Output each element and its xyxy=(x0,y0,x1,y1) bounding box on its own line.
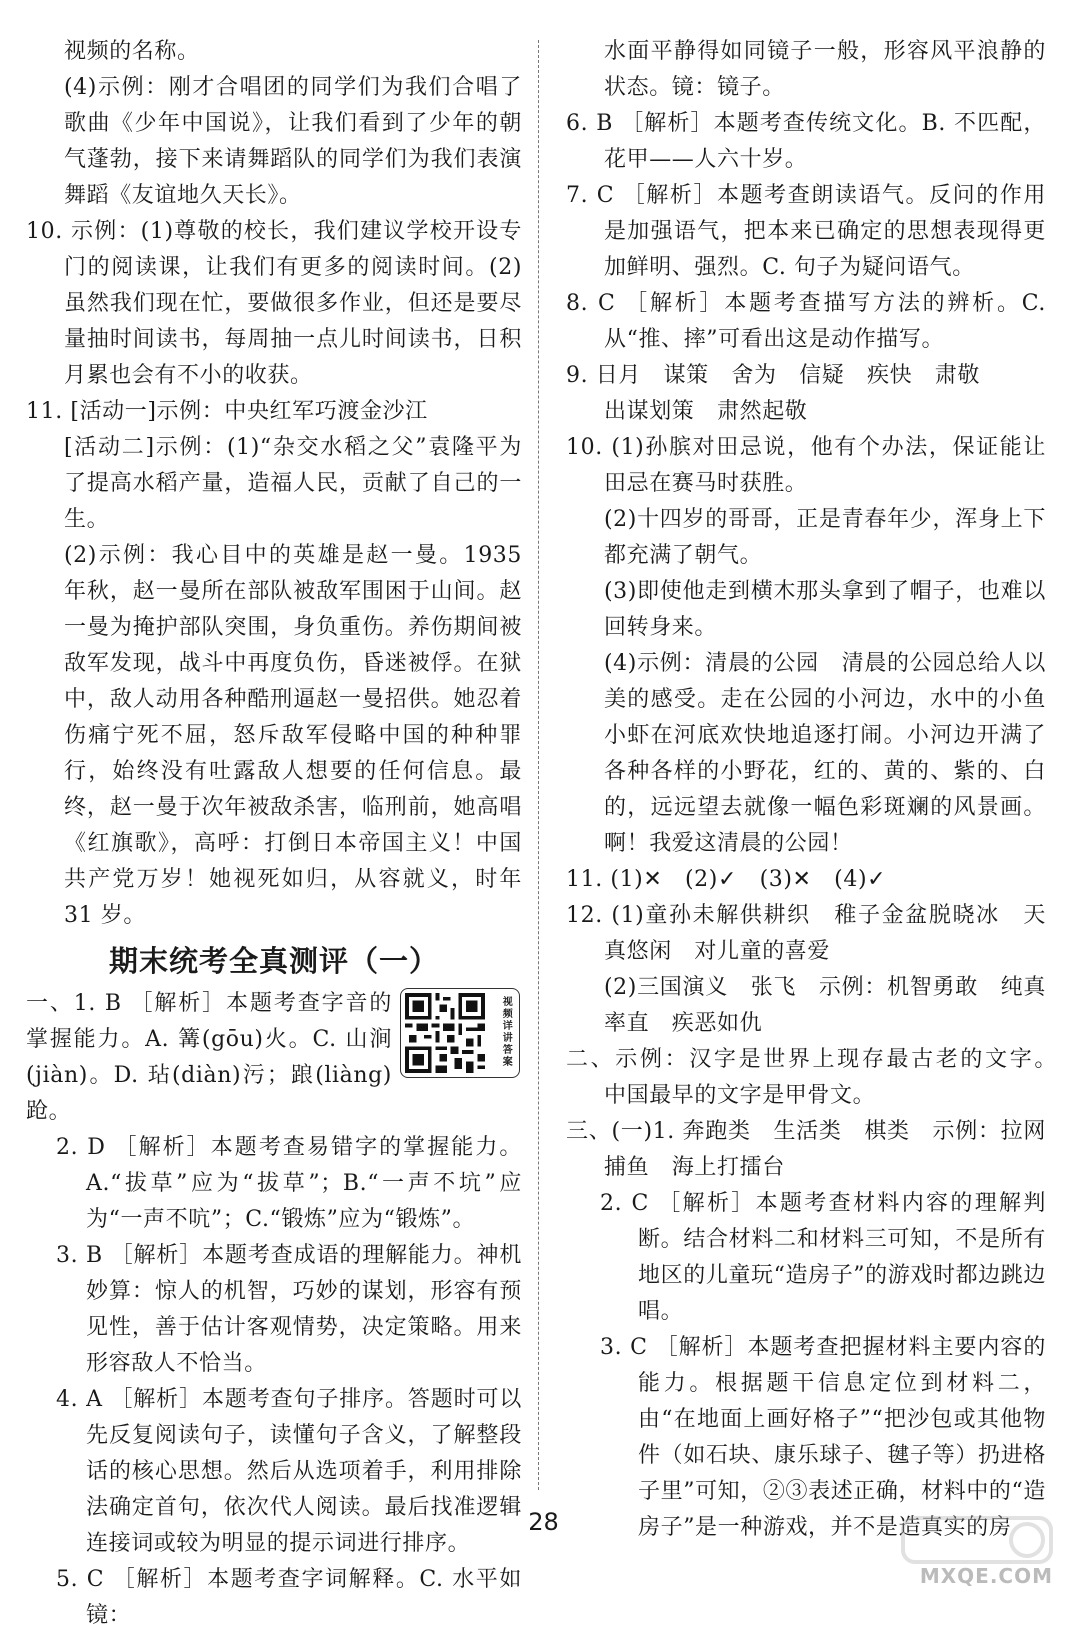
answer-q6: 6. B ［解析］本题考查传统文化。B. 不匹配，花甲——人六十岁。 xyxy=(566,111,1046,172)
answer-s1-q5: 5. C ［解析］本题考查字词解释。C. 水平如镜： xyxy=(56,1567,522,1628)
answer-section3-q2: 2. C ［解析］本题考查材料内容的理解判断。结合材料二和材料三可知，不是所有地区的儿童玩“造房子”的游戏时都边跳边唱。 xyxy=(600,1191,1046,1324)
answer-q8: 8. C ［解析］本题考查描写方法的辨析。C. 从“推、摔”可看出这是动作描写。 xyxy=(566,291,1046,352)
answer-q10-part1: 10. (1)孙膑对田忌说，他有个办法，保证能让田忌在赛马时获胜。 xyxy=(566,435,1046,496)
answer-q10: 10. 示例：(1)尊敬的校长，我们建议学校开设专门的阅读课，让我们有更多的阅读时间。(2)虽然我们现在忙，要做很多作业，但还是要尽量抽时间读书，每周抽一点儿时间读书，日积月累也会有不小的收获。 xyxy=(26,219,522,388)
answer-text: 一、1. B ［解析］本题考查字音的掌握能力。A. 篝(gōu)火。C. 山涧(jiàn)。D. 玷(diàn)污；踉(liàng)跄。 xyxy=(26,991,392,1124)
answer-q9-line2: 出谋划策 肃然起敬 xyxy=(604,399,808,424)
answer-q10-part4: (4)示例：清晨的公园 清晨的公园总给人以美的感受。走在公园的小河边，水中的小鱼小虾在河底欢快地追逐打闹。小河边开满了各种各样的小野花，红的、黄的、紫的、白的，远远望去就像一幅色彩斑斓的风景画。啊！我爱这清晨的公园！ xyxy=(604,651,1046,856)
answer-paragraph: (4)示例：刚才合唱团的同学们为我们合唱了歌曲《少年中国说》，让我们看到了少年的朝气蓬勃，接下来请舞蹈队的同学们为我们表演舞蹈《友谊地久天长》。 xyxy=(64,75,522,208)
answer-section2: 二、示例：汉字是世界上现存最古老的文字。 中国最早的文字是甲骨文。 xyxy=(566,1047,1069,1108)
answer-q12-part1: 12. (1)童孙未解供耕织 稚子金盆脱晓冰 天真悠闲 对儿童的喜爱 xyxy=(566,903,1046,964)
answer-section3-q3: 3. C ［解析］本题考查把握材料主要内容的能力。根据题干信息定位到材料二，由“在地面上画好格子”“把沙包或其他物件（如石块、康乐球子、毽子等）扔进格子里”可知，②③表述正确，材料中的“造房子”是一种游戏，并不是造真实的房 xyxy=(600,1335,1046,1540)
answer-q7: 7. C ［解析］本题考查朗读语气。反问的作用是加强语气，把本来已确定的思想表现得更加鲜明、强烈。C. 句子为疑问语气。 xyxy=(566,183,1046,280)
answer-q12-part2: (2)三国演义 张飞 示例：机智勇敢 纯真率直 疾恶如仇 xyxy=(604,975,1046,1036)
answer-q11: 11. (1)✕ (2)✓ (3)✕ (4)✓ xyxy=(566,867,887,892)
qr-code-box[interactable] xyxy=(400,988,520,1078)
column-divider xyxy=(538,40,539,1490)
right-column xyxy=(566,34,1069,1546)
answer-s1-q1 xyxy=(26,986,522,1130)
section-title: 期末统考全真测评（一） xyxy=(108,944,439,978)
qr-label: 视频详讲答案 xyxy=(502,997,514,1068)
answer-q11-activity2: [活动二]示例：(1)“杂交水稻之父”袁隆平为了提高水稻产量，造福人民，贡献了自己的一生。 xyxy=(64,435,522,532)
answer-s1-q3: 3. B ［解析］本题考查成语的理解能力。神机妙算：惊人的机智，巧妙的谋划，形容有预见性，善于估计客观情势，决定策略。用来形容敌人不恰当。 xyxy=(56,1243,522,1376)
qr-code-icon xyxy=(405,993,485,1073)
answer-q9: 9. 日月 谋策 舍为 信疑 疾快 肃敬 xyxy=(566,363,980,388)
answer-q11-activity1: 11. [活动一]示例：中央红军巧渡金沙江 xyxy=(26,399,428,424)
answer-s1-q4: 4. A ［解析］本题考查句子排序。答题时可以先反复阅读句子，读懂句子含义，了解整段话的核心思想。然后从选项着手，利用排除法确定首句，依次代人阅读。最后找准逻辑连接词或较为明显的提示词进行排序。 xyxy=(56,1387,522,1556)
answer-q5-continued: 水面平静得如同镜子一般，形容风平浪静的状态。镜：镜子。 xyxy=(604,39,1046,100)
watermark-text: MXQE.COM xyxy=(919,1564,1053,1588)
answer-q10-part3: (3)即使他走到横木那头拿到了帽子，也难以回转身来。 xyxy=(604,579,1046,640)
left-column xyxy=(26,34,522,1634)
page-number: 28 xyxy=(528,1508,559,1536)
answer-q10-part2: (2)十四岁的哥哥，正是青春年少，浑身上下都充满了朝气。 xyxy=(604,507,1046,568)
answer-s1-q2: 2. D ［解析］本题考查易错字的掌握能力。A.“拔草”应为“拔草”；B.“一声不坑”应为“一声不吭”；C.“锻炼”应为“锻炼”。 xyxy=(56,1135,522,1232)
answer-q11-part2: (2)示例：我心目中的英雄是赵一曼。1935 年秋，赵一曼所在部队被敌军围困于山间。赵一曼为掩护部队突围，身负重伤。养伤期间被敌军发现，战斗中再度负伤，昏迷被俘。在狱中，敌人动用各种酷刑逼赵一曼招供。她忍着伤痛宁死不屈，怒斥敌军侵略中国的种种罪行，始终没有吐露敌人想要的任何信息。最终，赵一曼于次年被敌杀害，临刑前，她高唱《红旗歌》，高呼：打倒日本帝国主义！中国共产党万岁！她视死如归，从容就义，时年 31 岁。 xyxy=(64,543,522,928)
text-line: 视频的名称。 xyxy=(64,39,200,64)
answer-section3-q1: 三、(一)1. 奔跑类 生活类 棋类 示例：拉网捕鱼 海上打擂台 xyxy=(566,1119,1046,1180)
